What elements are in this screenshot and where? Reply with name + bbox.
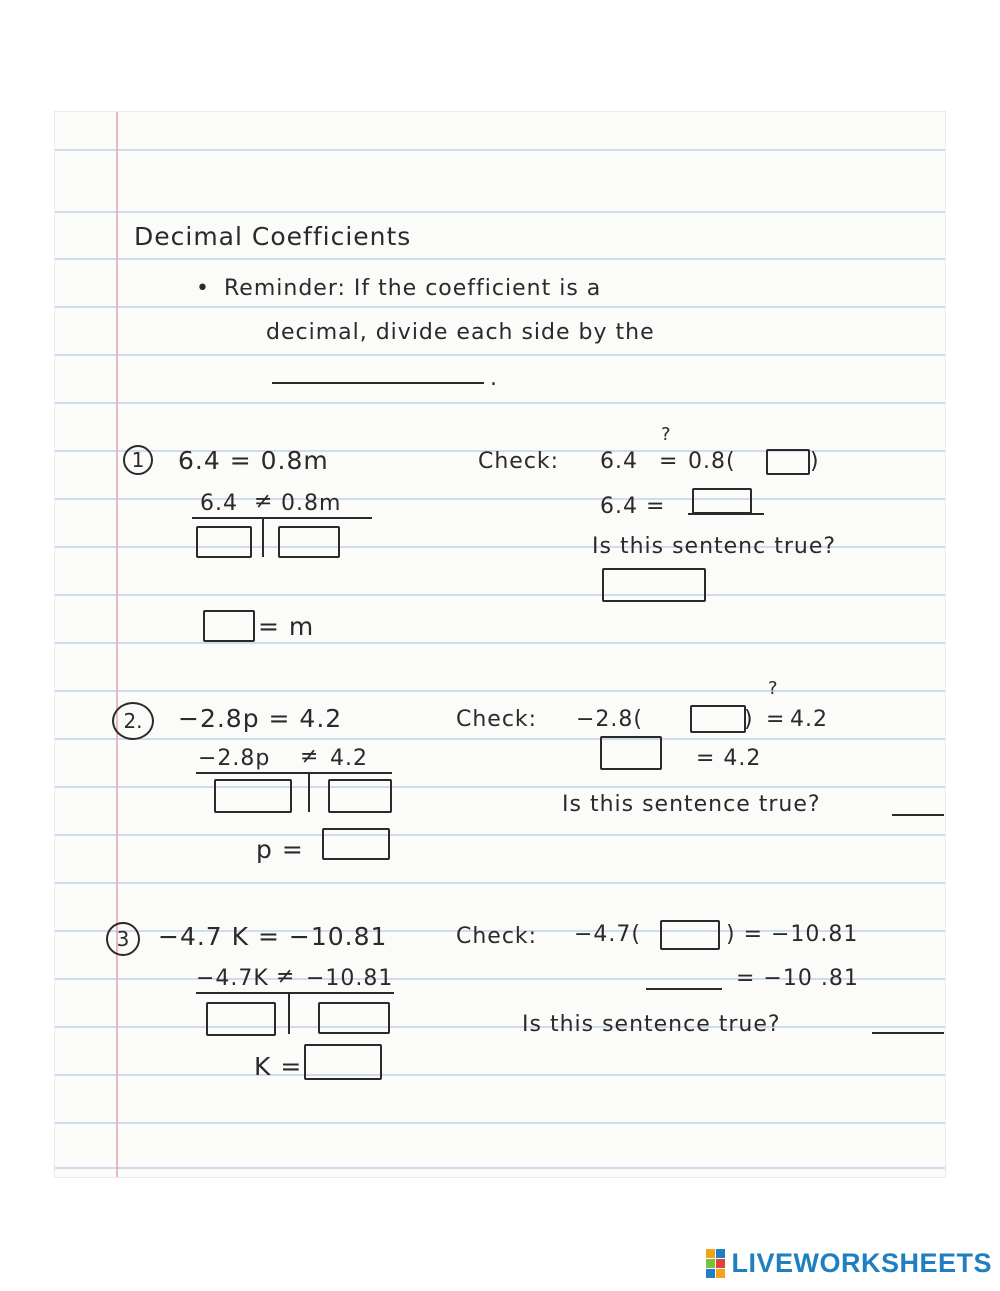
problem-1-right-divisor-box[interactable] [278, 526, 340, 558]
problem-3-answer-box[interactable] [304, 1044, 382, 1080]
problem-2-left-divisor-box[interactable] [214, 779, 292, 813]
logo-icon [706, 1249, 725, 1278]
problem-1-divide-eq: ≠ [254, 489, 274, 514]
problem-3-answer-blank[interactable] [872, 1032, 944, 1034]
problem-2-left-numerator: −2.8p [198, 746, 271, 771]
problem-1-left-divisor-box[interactable] [196, 526, 252, 558]
problem-2-right-numerator: 4.2 [330, 746, 368, 771]
problem-1-check-underline [688, 513, 764, 515]
problem-1-check-label: Check: [478, 449, 560, 474]
brand-name: LIVEWORKSHEETS [731, 1248, 992, 1278]
problem-1-check-line-2: 6.4 = [600, 494, 666, 519]
problem-3-divide-eq: ≠ [276, 964, 296, 989]
problem-1-check-qmark: ? [661, 424, 672, 445]
problem-3-fraction-bar [196, 992, 394, 994]
reminder-answer-blank[interactable] [272, 382, 484, 384]
problem-3-divider [288, 992, 290, 1034]
problem-2-result: p = [256, 835, 304, 864]
problem-2-divide-eq: ≠ [300, 744, 320, 769]
problem-2-right-divisor-box[interactable] [328, 779, 392, 813]
problem-2-divider [308, 772, 310, 812]
problem-1-fraction-bar [192, 517, 372, 519]
problem-3-result: K = [254, 1052, 303, 1081]
problem-2-check-pre: −2.8( [576, 707, 644, 732]
problem-2-check-right: 4.2 [790, 707, 828, 732]
problem-3-number: 3 [106, 922, 140, 956]
problem-3-left-divisor-box[interactable] [206, 1002, 276, 1036]
problem-2-check-label: Check: [456, 707, 538, 732]
problem-3-right-numerator: −10.81 [306, 966, 394, 991]
problem-2-check-qmark: ? [768, 678, 779, 699]
problem-3-check-label: Check: [456, 924, 538, 949]
worksheet-title: Decimal Coefficients [134, 222, 412, 251]
problem-2-question: Is this sentence true? [562, 792, 821, 817]
liveworksheets-logo [706, 1248, 992, 1279]
problem-2-check-eq: = [766, 707, 786, 732]
problem-1-left-numerator: 6.4 [200, 491, 238, 516]
problem-1-check-left: 6.4 [600, 449, 638, 474]
reminder-line-2: decimal, divide each side by the [266, 320, 655, 345]
problem-1-true-false-box[interactable] [602, 568, 706, 602]
problem-1-question: Is this sentenc true? [592, 534, 837, 559]
problem-1-check-right-post: ) [810, 449, 820, 474]
problem-3-check-line-2: = −10 .81 [736, 966, 859, 991]
problem-1-check-box[interactable] [766, 449, 810, 475]
problem-1-answer-box[interactable] [203, 610, 255, 642]
problem-1-result: = m [258, 612, 315, 641]
problem-3-check-blank[interactable] [646, 988, 722, 990]
problem-2-answer-blank[interactable] [892, 814, 944, 816]
problem-1-check-right-pre: 0.8( [688, 449, 736, 474]
problem-2-check-result-box[interactable] [600, 736, 662, 770]
problem-1-number: 1 [123, 445, 153, 475]
problem-2-check-line-2: = 4.2 [696, 746, 762, 771]
problem-3-question: Is this sentence true? [522, 1012, 781, 1037]
problem-2-number: 2. [112, 702, 154, 740]
bullet: • [196, 276, 210, 301]
reminder-line-1: Reminder: If the coefficient is a [224, 276, 602, 301]
problem-3-check-post: ) = −10.81 [726, 922, 859, 947]
problem-2-check-post: ) [744, 707, 754, 732]
problem-3-equation: −4.7 K = −10.81 [158, 922, 388, 951]
problem-3-left-numerator: −4.7K [196, 966, 269, 991]
problem-2-fraction-bar [196, 772, 392, 774]
problem-3-right-divisor-box[interactable] [318, 1002, 390, 1034]
reminder-period: . [490, 366, 498, 391]
problem-2-equation: −2.8p = 4.2 [178, 704, 343, 733]
problem-3-check-box[interactable] [660, 920, 720, 950]
problem-2-answer-box[interactable] [322, 828, 390, 860]
ruled-lines [55, 112, 945, 1177]
problem-1-right-numerator: 0.8m [281, 491, 342, 516]
problem-3-check-pre: −4.7( [574, 922, 642, 947]
problem-1-check-result-box[interactable] [692, 488, 752, 514]
problem-1-check-eq: = [659, 449, 679, 474]
problem-2-check-box[interactable] [690, 705, 746, 733]
problem-1-divider [262, 517, 264, 557]
problem-1-equation: 6.4 = 0.8m [178, 446, 329, 475]
